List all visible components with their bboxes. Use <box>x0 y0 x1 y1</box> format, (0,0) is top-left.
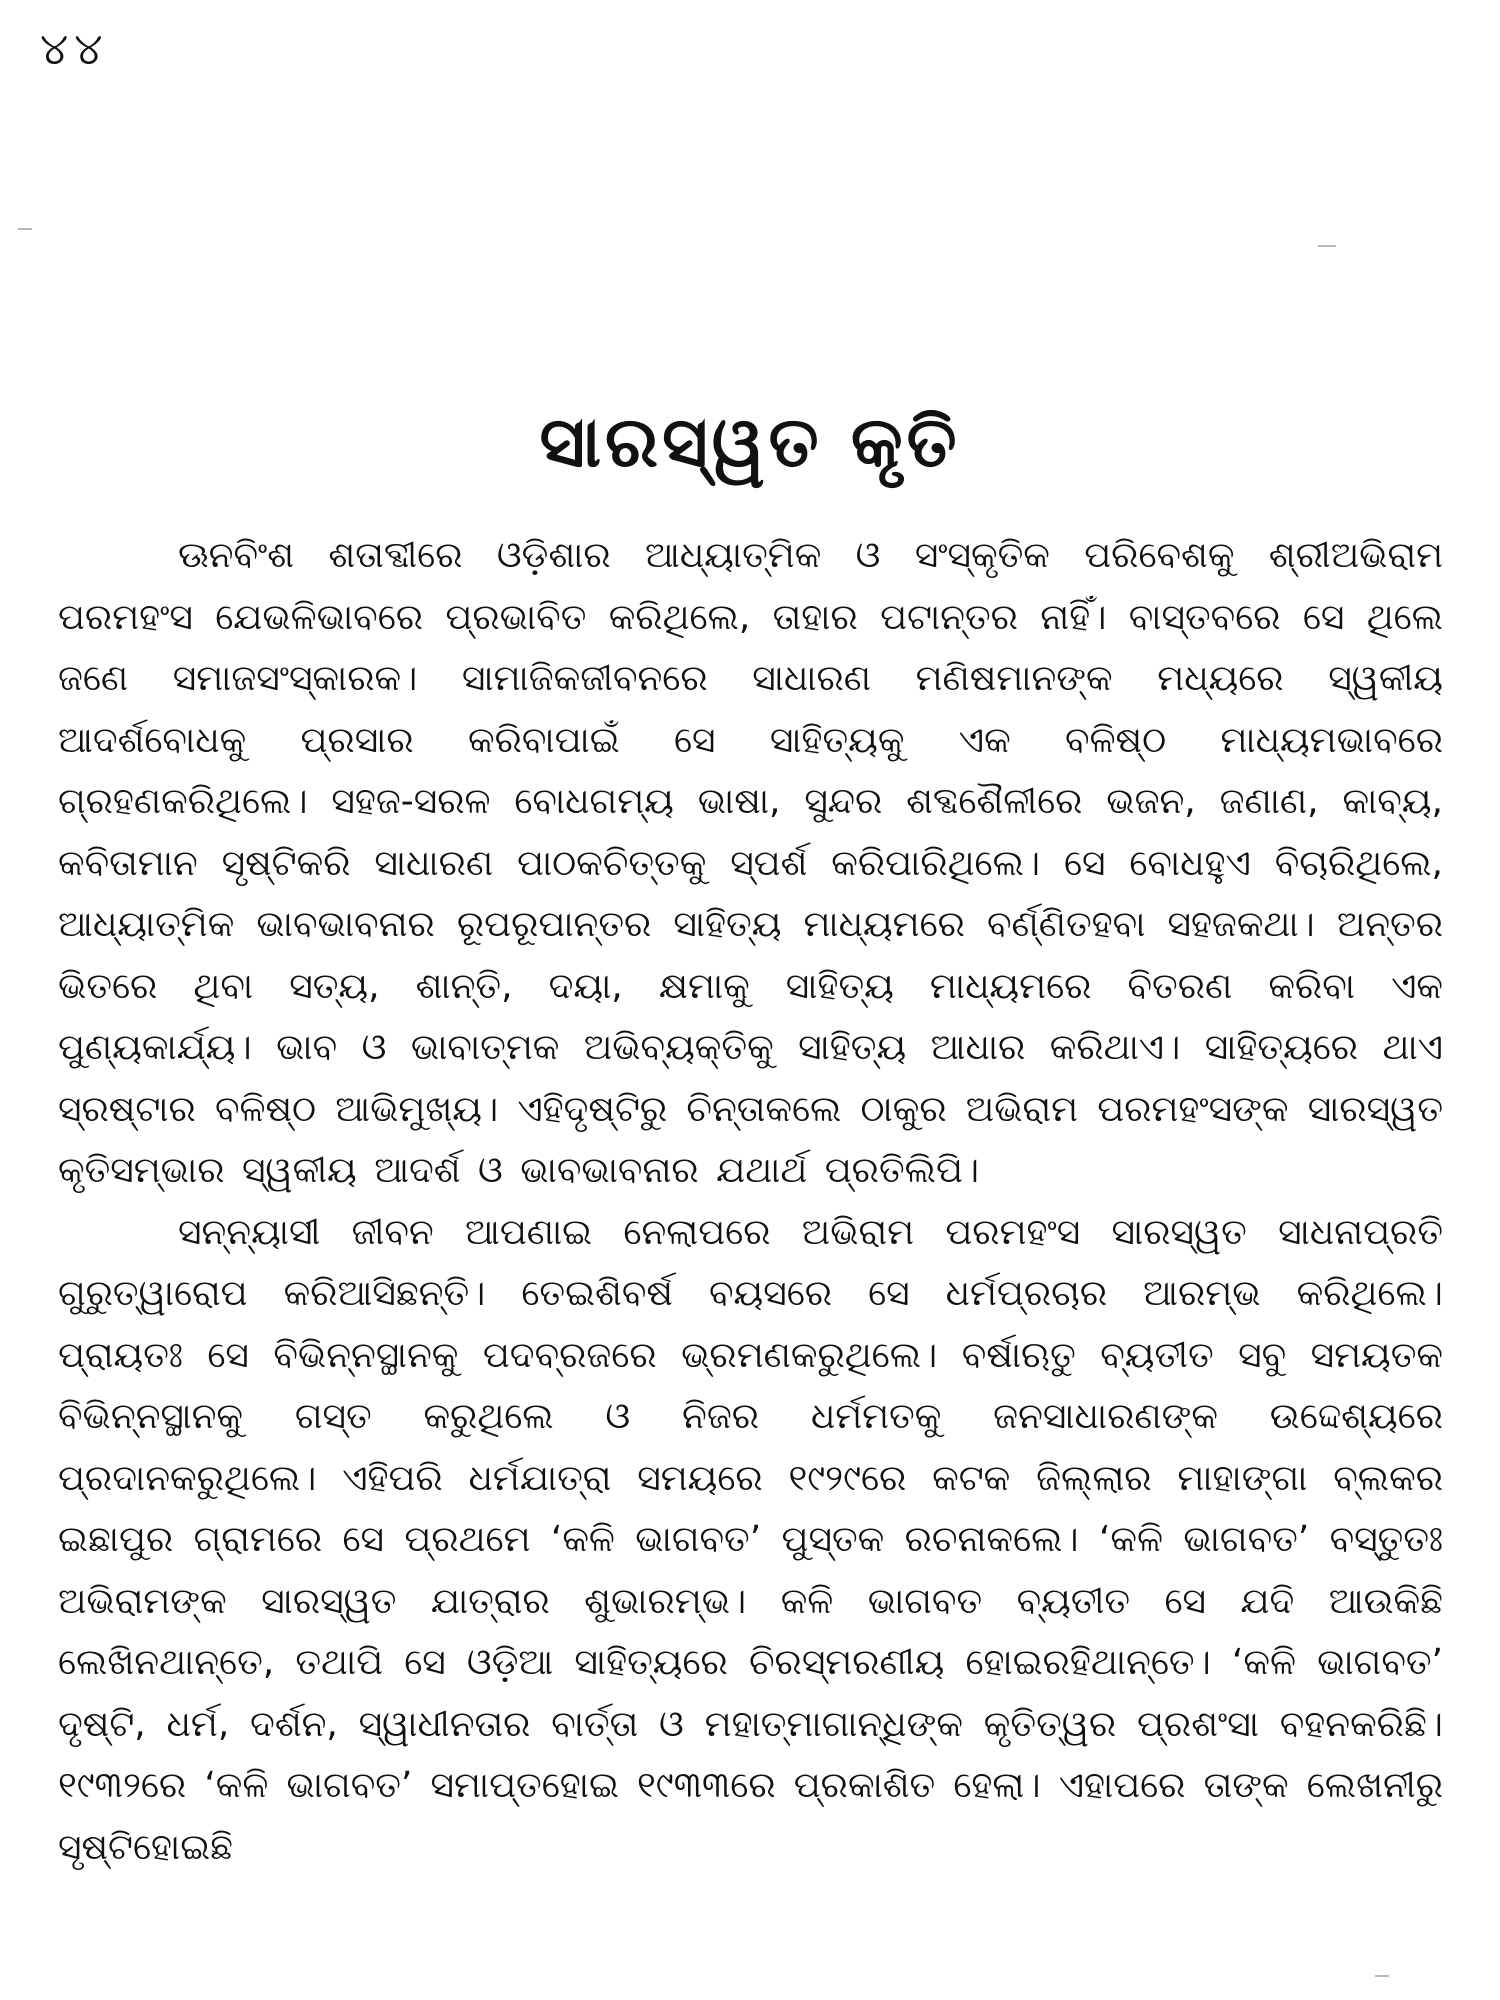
scan-mark <box>1318 245 1336 247</box>
paragraph: ସନ୍ନ୍ୟାସୀ ଜୀବନ ଆପଣାଇ ନେଲାପରେ ଅଭିରାମ ପରମହଂସ ସାରସ୍ୱତ ସାଧନାପ୍ରତି ଗୁରୁତ୍ୱାରୋପ କରିଆସିଛନ୍ତି। ତେଇଶିବର୍ଷ ବୟସରେ ସେ ଧର୍ମପ୍ରଚାର ଆରମ୍ଭ କରିଥିଲେ। ପ୍ରାୟତଃ ସେ ବିଭିନ୍ନସ୍ଥାନକୁ ପଦବ୍ରଜରେ ଭ୍ରମଣକରୁଥିଲେ। ବର୍ଷାଋତୁ ବ୍ୟତୀତ ସବୁ ସମୟତକ ବିଭିନ୍ନସ୍ଥାନକୁ ଗସ୍ତ କରୁଥିଲେ ଓ ନିଜର ଧର୍ମମତକୁ ଜନସାଧାରଣଙ୍କ ଉଦ୍ଦେଶ୍ୟରେ ପ୍ରଦାନକରୁଥିଲେ। ଏହିପରି ଧର୍ମଯାତ୍ରା ସମୟରେ ୧୯୨୯ରେ କଟକ ଜିଲ୍ଲାର ମାହାଙ୍ଗା ବ୍ଲକର ଇଛାପୁର ଗ୍ରାମରେ ସେ ପ୍ରଥମେ ‘କଳି ଭାଗବତ’ ପୁସ୍ତକ ରଚନାକଲେ। ‘କଳି ଭାଗବତ’ ବସ୍ତୁତଃ ଅଭିରାମଙ୍କ ସାରସ୍ୱତ ଯାତ୍ରାର ଶୁଭାରମ୍ଭ। କଳି ଭାଗବତ ବ୍ୟତୀତ ସେ ଯଦି ଆଉକିଛି ଲେଖିନଥାନ୍ତେ, ତଥାପି ସେ ଓଡ଼ିଆ ସାହିତ୍ୟରେ ଚିରସ୍ମରଣୀୟ ହୋଇରହିଥାନ୍ତେ। ‘କଳି ଭାଗବତ’ ଦୃଷ୍ଟି, ଧର୍ମ, ଦର୍ଶନ, ସ୍ୱାଧୀନତାର ବାର୍ତ୍ତା ଓ ମହାତ୍ମାଗାନ୍ଧିଙ୍କ କୃତିତ୍ୱର ପ୍ରଶଂସା ବହନକରିଛି। ୧୯୩୨ରେ ‘କଳି ଭାଗବତ’ ସମାପ୍ତହୋଇ ୧୯୩୩ରେ ପ୍ରକାଶିତ ହେଲା। ଏହାପରେ ତାଙ୍କ ଲେଖନୀରୁ ସୃଷ୍ଟିହୋଇଛି <box>58 1211 1443 1868</box>
page-number: ୪୪ <box>40 24 109 75</box>
scan-mark <box>1375 1975 1389 1977</box>
body-text <box>58 525 1443 1878</box>
paragraph: ଊନବିଂଶ ଶତାବ୍ଦୀରେ ଓଡ଼ିଶାର ଆଧ୍ୟାତ୍ମିକ ଓ ସଂସ୍କୃତିକ ପରିବେଶକୁ ଶ୍ରୀଅଭିରାମ ପରମହଂସ ଯେଭଳିଭାବରେ ପ୍ରଭାବିତ କରିଥିଲେ, ତାହାର ପଟାନ୍ତର ନାହିଁ। ବାସ୍ତବରେ ସେ ଥିଲେ ଜଣେ ସମାଜସଂସ୍କାରକ। ସାମାଜିକଜୀବନରେ ସାଧାରଣ ମଣିଷମାନଙ୍କ ମଧ୍ୟରେ ସ୍ୱକୀୟ ଆଦର୍ଶବୋଧକୁ ପ୍ରସାର କରିବାପାଇଁ ସେ ସାହିତ୍ୟକୁ ଏକ ବଳିଷ୍ଠ ମାଧ୍ୟମଭାବରେ ଗ୍ରହଣକରିଥିଲେ। ସହଜ-ସରଳ ବୋଧଗମ୍ୟ ଭାଷା, ସୁନ୍ଦର ଶବ୍ଦଶୈଳୀରେ ଭଜନ, ଜଣାଣ, କାବ୍ୟ, କବିତାମାନ ସୃଷ୍ଟିକରି ସାଧାରଣ ପାଠକଚିତ୍ତକୁ ସ୍ପର୍ଶ କରିପାରିଥିଲେ। ସେ ବୋଧହୁଏ ବିଚାରିଥିଲେ, ଆଧ୍ୟାତ୍ମିକ ଭାବଭାବନାର ରୂପରୂପାନ୍ତର ସାହିତ୍ୟ ମାଧ୍ୟମରେ ବର୍ଣ୍ଣିତହବା ସହଜକଥା। ଅନ୍ତର ଭିତରେ ଥିବା ସତ୍ୟ, ଶାନ୍ତି, ଦୟା, କ୍ଷମାକୁ ସାହିତ୍ୟ ମାଧ୍ୟମରେ ବିତରଣ କରିବା ଏକ ପୁଣ୍ୟକାର୍ଯ୍ୟ। ଭାବ ଓ ଭାବାତ୍ମକ ଅଭିବ୍ୟକ୍ତିକୁ ସାହିତ୍ୟ ଆଧାର କରିଥାଏ। ସାହିତ୍ୟରେ ଥାଏ ସ୍ରଷ୍ଟାର ବଳିଷ୍ଠ ଆଭିମୁଖ୍ୟ। ଏହିଦୃଷ୍ଟିରୁ ଚିନ୍ତାକଲେ ଠାକୁର ଅଭିରାମ ପରମହଂସଙ୍କ ସାରସ୍ୱତ କୃତିସମ୍ଭାର ସ୍ୱକୀୟ ଆଦର୍ଶ ଓ ଭାବଭାବନାର ଯଥାର୍ଥ ପ୍ରତିଲିପି। <box>58 535 1443 1191</box>
chapter-title: ସାରସ୍ୱତ କୃତି <box>539 401 961 483</box>
scan-mark <box>18 228 32 230</box>
